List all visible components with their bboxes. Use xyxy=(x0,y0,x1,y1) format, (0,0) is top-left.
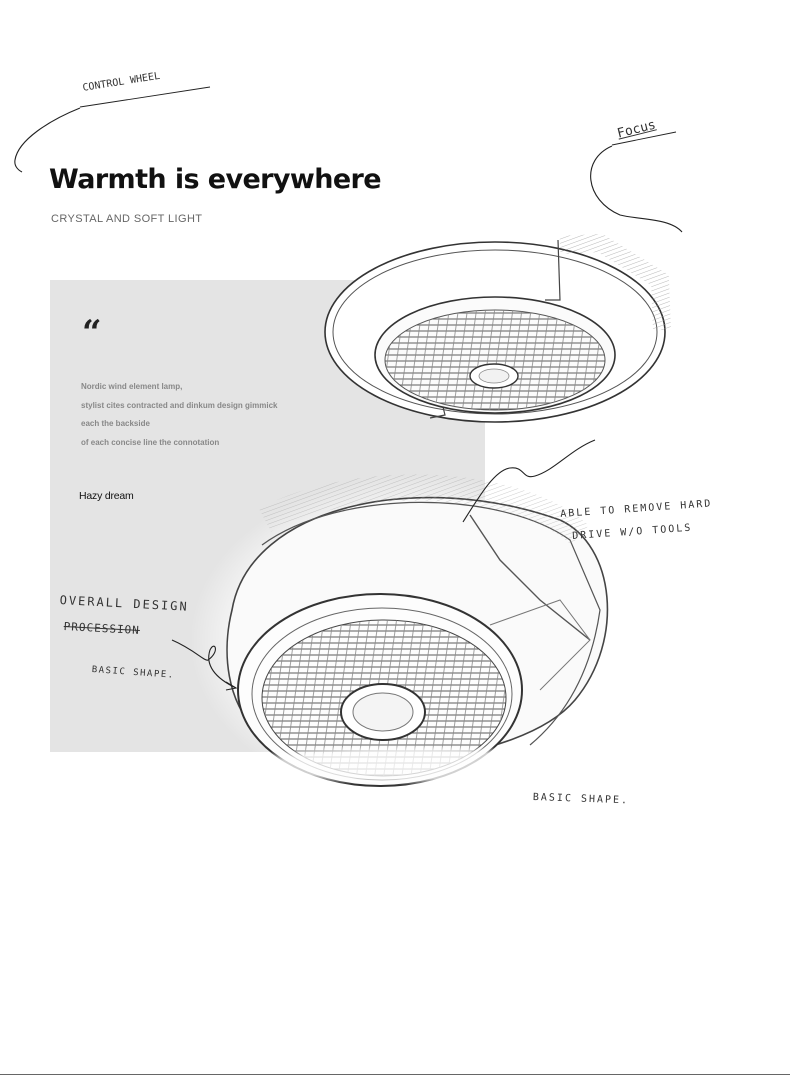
quote-line: stylist cites contracted and dinkum design gimmick xyxy=(81,400,278,410)
bottom-divider xyxy=(0,1074,790,1075)
annotation-focus: Focus xyxy=(615,117,658,142)
annotation-basic-shape-right: BASIC SHAPE. xyxy=(532,792,630,807)
annotation-basic-shape-left: BASIC SHAPE. xyxy=(91,665,175,681)
page-title: Warmth is everywhere xyxy=(49,164,381,195)
annotation-remove-line2: DRIVE W/O TOOLS xyxy=(571,522,693,542)
small-lamp-drawing xyxy=(325,240,665,422)
quote-caption: Hazy dream xyxy=(79,490,134,502)
focus-curve xyxy=(591,146,682,232)
annotation-procession: PROCESSION xyxy=(63,620,141,637)
quote-line: each the backside xyxy=(81,419,150,429)
quote-line: of each concise line the connotation xyxy=(81,437,220,447)
quote-icon: “ xyxy=(82,313,102,353)
page-subtitle: CRYSTAL AND SOFT LIGHT xyxy=(51,213,203,225)
quote-line: Nordic wind element lamp, xyxy=(81,382,183,391)
annotation-control-wheel: CONTROL WHEEL xyxy=(81,70,161,94)
control-wheel-curve xyxy=(15,108,80,172)
annotation-overall-design: OVERALL DESIGN xyxy=(59,593,190,614)
annotation-remove-line1: ABLE TO REMOVE HARD xyxy=(559,498,713,520)
